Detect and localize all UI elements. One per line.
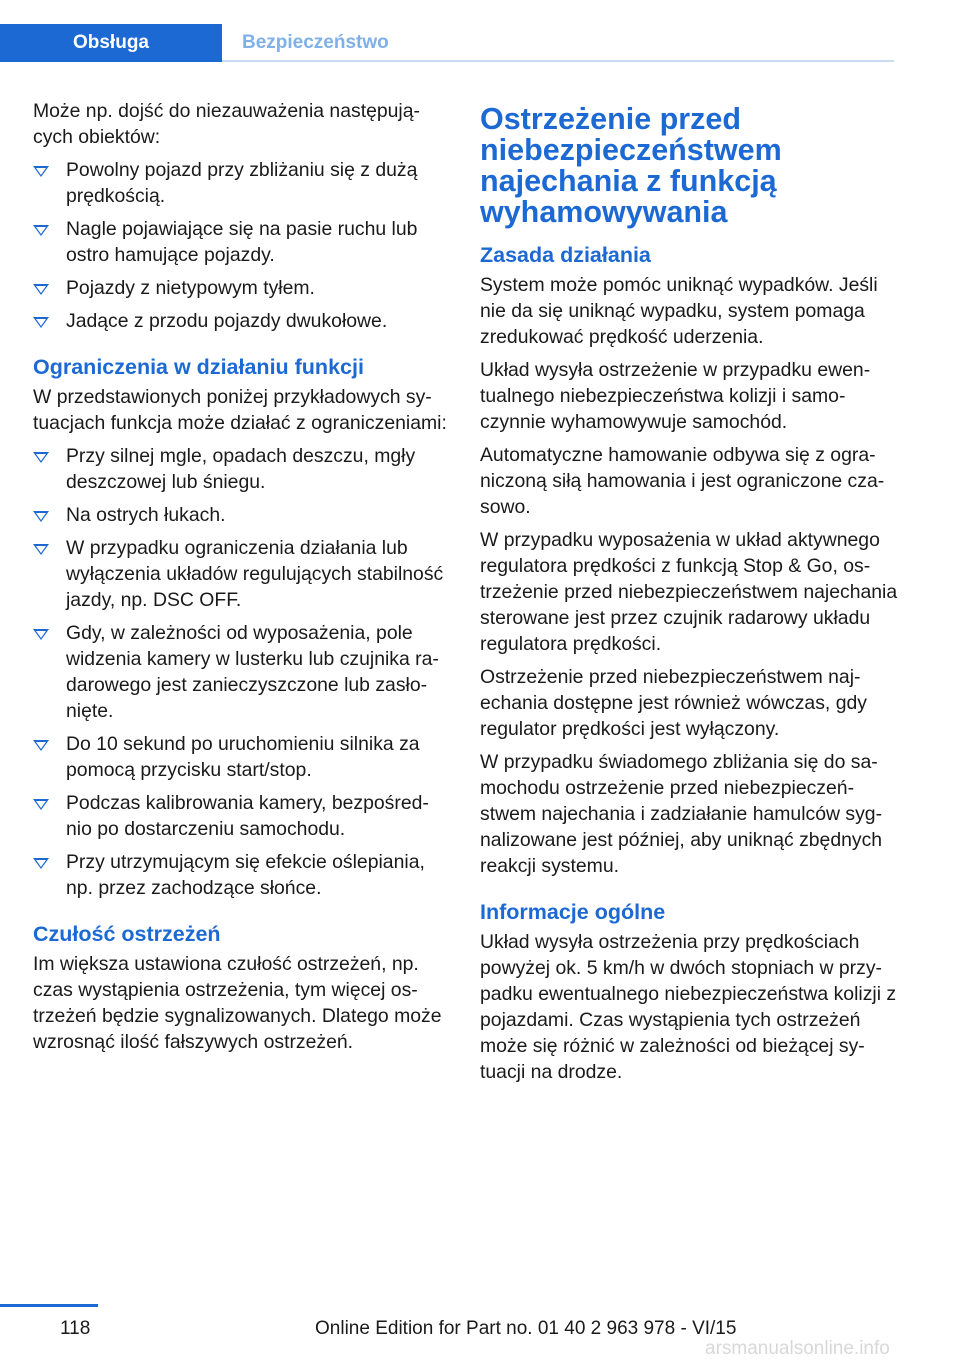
section-title: Ostrzeżenie przed niebezpieczeństwem najechania z funkcją wyhamowywania — [480, 102, 782, 229]
general-info-paragraph: Układ wysyła ostrzeżenia przy prędkościach powyżej ok. 5 km/h w dwóch stopniach w przypadku ewentualnego niebezpieczeństwa kolizji z pojazdami. Czas wystąpienia tych ostrzeżeń może się różnić w zależności od bieżącej sytuacji na drodze. — [480, 931, 897, 1083]
left-column — [33, 98, 447, 1062]
principle-paragraph: W przypadku wyposażenia w układ aktywnego regulatora prędkości z funkcją Stop & Go, ostrzeżenie przed niebezpieczeństwem najechania sterowane jest przez czujnik radarowy układu regulatora prędkości. — [480, 529, 898, 655]
triangle-bullet-icon — [33, 225, 49, 236]
edition-note: Online Edition for Part no. 01 40 2 963 978 - VI/15 — [315, 1318, 737, 1339]
triangle-bullet-icon — [33, 629, 49, 640]
principle-paragraph: Układ wysyła ostrzeżenie w przypadku ewentualnego niebezpieczeństwa kolizji i samoczynnie wyhamowywuje samochód. — [480, 359, 871, 433]
triangle-bullet-icon — [33, 166, 49, 177]
general-info-heading: Informacje ogólne — [480, 900, 666, 924]
list-item: W przypadku ograniczenia działania lub wyłączenia układów regulujących stabilność jazdy, np. DSC OFF. — [33, 535, 447, 613]
list-item: Jadące z przodu pojazdy dwukołowe. — [33, 308, 447, 334]
triangle-bullet-icon — [33, 858, 49, 869]
list-item: Przy silnej mgle, opadach deszczu, mgły deszczowej lub śniegu. — [33, 443, 447, 495]
list-item: Do 10 sekund po uruchomieniu silnika za pomocą przycisku start/stop. — [33, 731, 447, 783]
triangle-bullet-icon — [33, 452, 49, 463]
header-tabs — [0, 24, 389, 62]
list-item: Pojazdy z nietypowym tyłem. — [33, 275, 447, 301]
list-item: Podczas kalibrowania kamery, bezpośrednio po dostarczeniu samochodu. — [33, 790, 447, 842]
list-item: Na ostrych łukach. — [33, 502, 447, 528]
tab-bezpieczenstwo[interactable]: Bezpieczeństwo — [242, 32, 389, 53]
limits-paragraph: W przedstawionych poniżej przykładowych sytuacjach funkcja może działać z ograniczeniami: — [33, 386, 447, 434]
header-divider — [222, 60, 894, 62]
limits-heading: Ograniczenia w działaniu funkcji — [33, 355, 364, 379]
footer-rule — [0, 1304, 98, 1307]
limits-list — [33, 443, 447, 901]
tab-obsluga[interactable]: Obsługa — [0, 24, 222, 62]
principle-paragraph: Automatyczne hamowanie odbywa się z ograniczoną siłą hamowania i jest ograniczone czasowo. — [480, 444, 885, 518]
right-column — [480, 98, 898, 1092]
list-item: Powolny pojazd przy zbliżaniu się z dużą prędkością. — [33, 157, 447, 209]
intro-list — [33, 157, 447, 334]
principle-paragraph: W przypadku świadomego zbliżania się do samochodu ostrzeżenie przed niebezpieczeństwem najechania i zadziałanie hamulców sygnalizowane jest później, aby uniknąć zbędnych reakcji systemu. — [480, 751, 883, 877]
principle-paragraph: Ostrzeżenie przed niebezpieczeństwem najechania dostępne jest również wówczas, gdy regulator prędkości jest wyłączony. — [480, 666, 867, 740]
triangle-bullet-icon — [33, 511, 49, 522]
triangle-bullet-icon — [33, 317, 49, 328]
list-item: Gdy, w zależności od wyposażenia, pole widzenia kamery w lusterku lub czujnika radarowego jest zanieczyszczone lub zasłonięte. — [33, 620, 447, 724]
list-item: Nagle pojawiające się na pasie ruchu lub ostro hamujące pojazdy. — [33, 216, 447, 268]
sensitivity-paragraph: Im większa ustawiona czułość ostrzeżeń, np. czas wystąpienia ostrzeżenia, tym więcej ostrzeżeń będzie sygnalizowanych. Dlatego może wzrosnąć ilość fałszywych ostrzeżeń. — [33, 953, 442, 1053]
triangle-bullet-icon — [33, 544, 49, 555]
triangle-bullet-icon — [33, 740, 49, 751]
page-number: 118 — [60, 1318, 91, 1339]
principle-paragraph: System może pomóc uniknąć wypadków. Jeśli nie da się uniknąć wypadku, system pomaga zredukować prędkość uderzenia. — [480, 274, 878, 348]
triangle-bullet-icon — [33, 284, 49, 295]
watermark: arsmanualsonline.info — [705, 1338, 890, 1359]
principle-heading: Zasada działania — [480, 243, 651, 267]
sensitivity-heading: Czułość ostrzeżeń — [33, 922, 221, 946]
intro-paragraph: Może np. dojść do niezauważenia następujących obiektów: — [33, 100, 420, 148]
triangle-bullet-icon — [33, 799, 49, 810]
list-item: Przy utrzymującym się efekcie oślepiania, np. przez zachodzące słońce. — [33, 849, 447, 901]
